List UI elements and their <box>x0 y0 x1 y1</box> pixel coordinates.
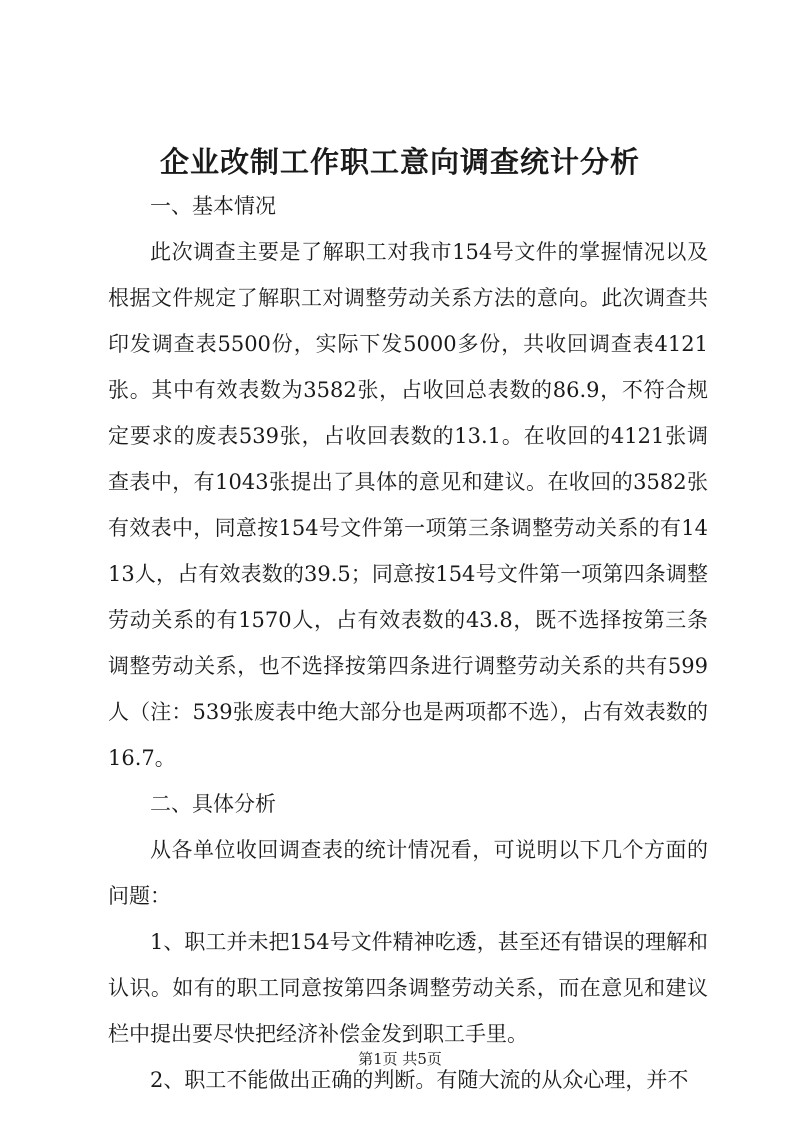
page-footer: 第1页 共5页 <box>358 1050 442 1068</box>
paragraph-point-1: 1、职工并未把154号文件精神吃透，甚至还有错误的理解和认识。如有的职工同意按第四条调整劳动关系，而在意见和建议栏中提出要尽快把经济补偿金发到职工手里。 <box>108 930 708 1046</box>
section-heading-analysis: 二、具体分析 <box>150 792 276 816</box>
section-heading-basic: 一、基本情况 <box>150 194 276 218</box>
paragraph-survey-overview: 此次调查主要是了解职工对我市154号文件的掌握情况以及根据文件规定了解职工对调整劳动关系方法的意向。此次调查共印发调查表5500份，实际下发5000多份，共收回调查表4121张。其中有效表数为3582张，占收回总表数的86.9，不符合规定要求的废表539张，占收回表数的13.1。在收回的4121张调查表中，有1043张提出了具体的意见和建议。在收回的3582张有效表中，同意按154号文件第一项第三条调整劳动关系的有1413人，占有效表数的39.5；同意按154号文件第一项第四条调整劳动关系的有1570人，占有效表数的43.8，既不选择按第三条调整劳动关系，也不选择按第四条进行调整劳动关系的共有599人（注：539张废表中绝大部分也是两项都不选），占有效表数的16.7。 <box>108 240 708 770</box>
document-title: 企业改制工作职工意向调查统计分析 <box>159 145 640 179</box>
paragraph-analysis-intro: 从各单位收回调查表的统计情况看，可说明以下几个方面的问题： <box>108 838 708 908</box>
document-body <box>108 183 708 1103</box>
paragraph-point-2: 2、职工不能做出正确的判断。有随大流的从众心理，并不 <box>150 1068 689 1092</box>
